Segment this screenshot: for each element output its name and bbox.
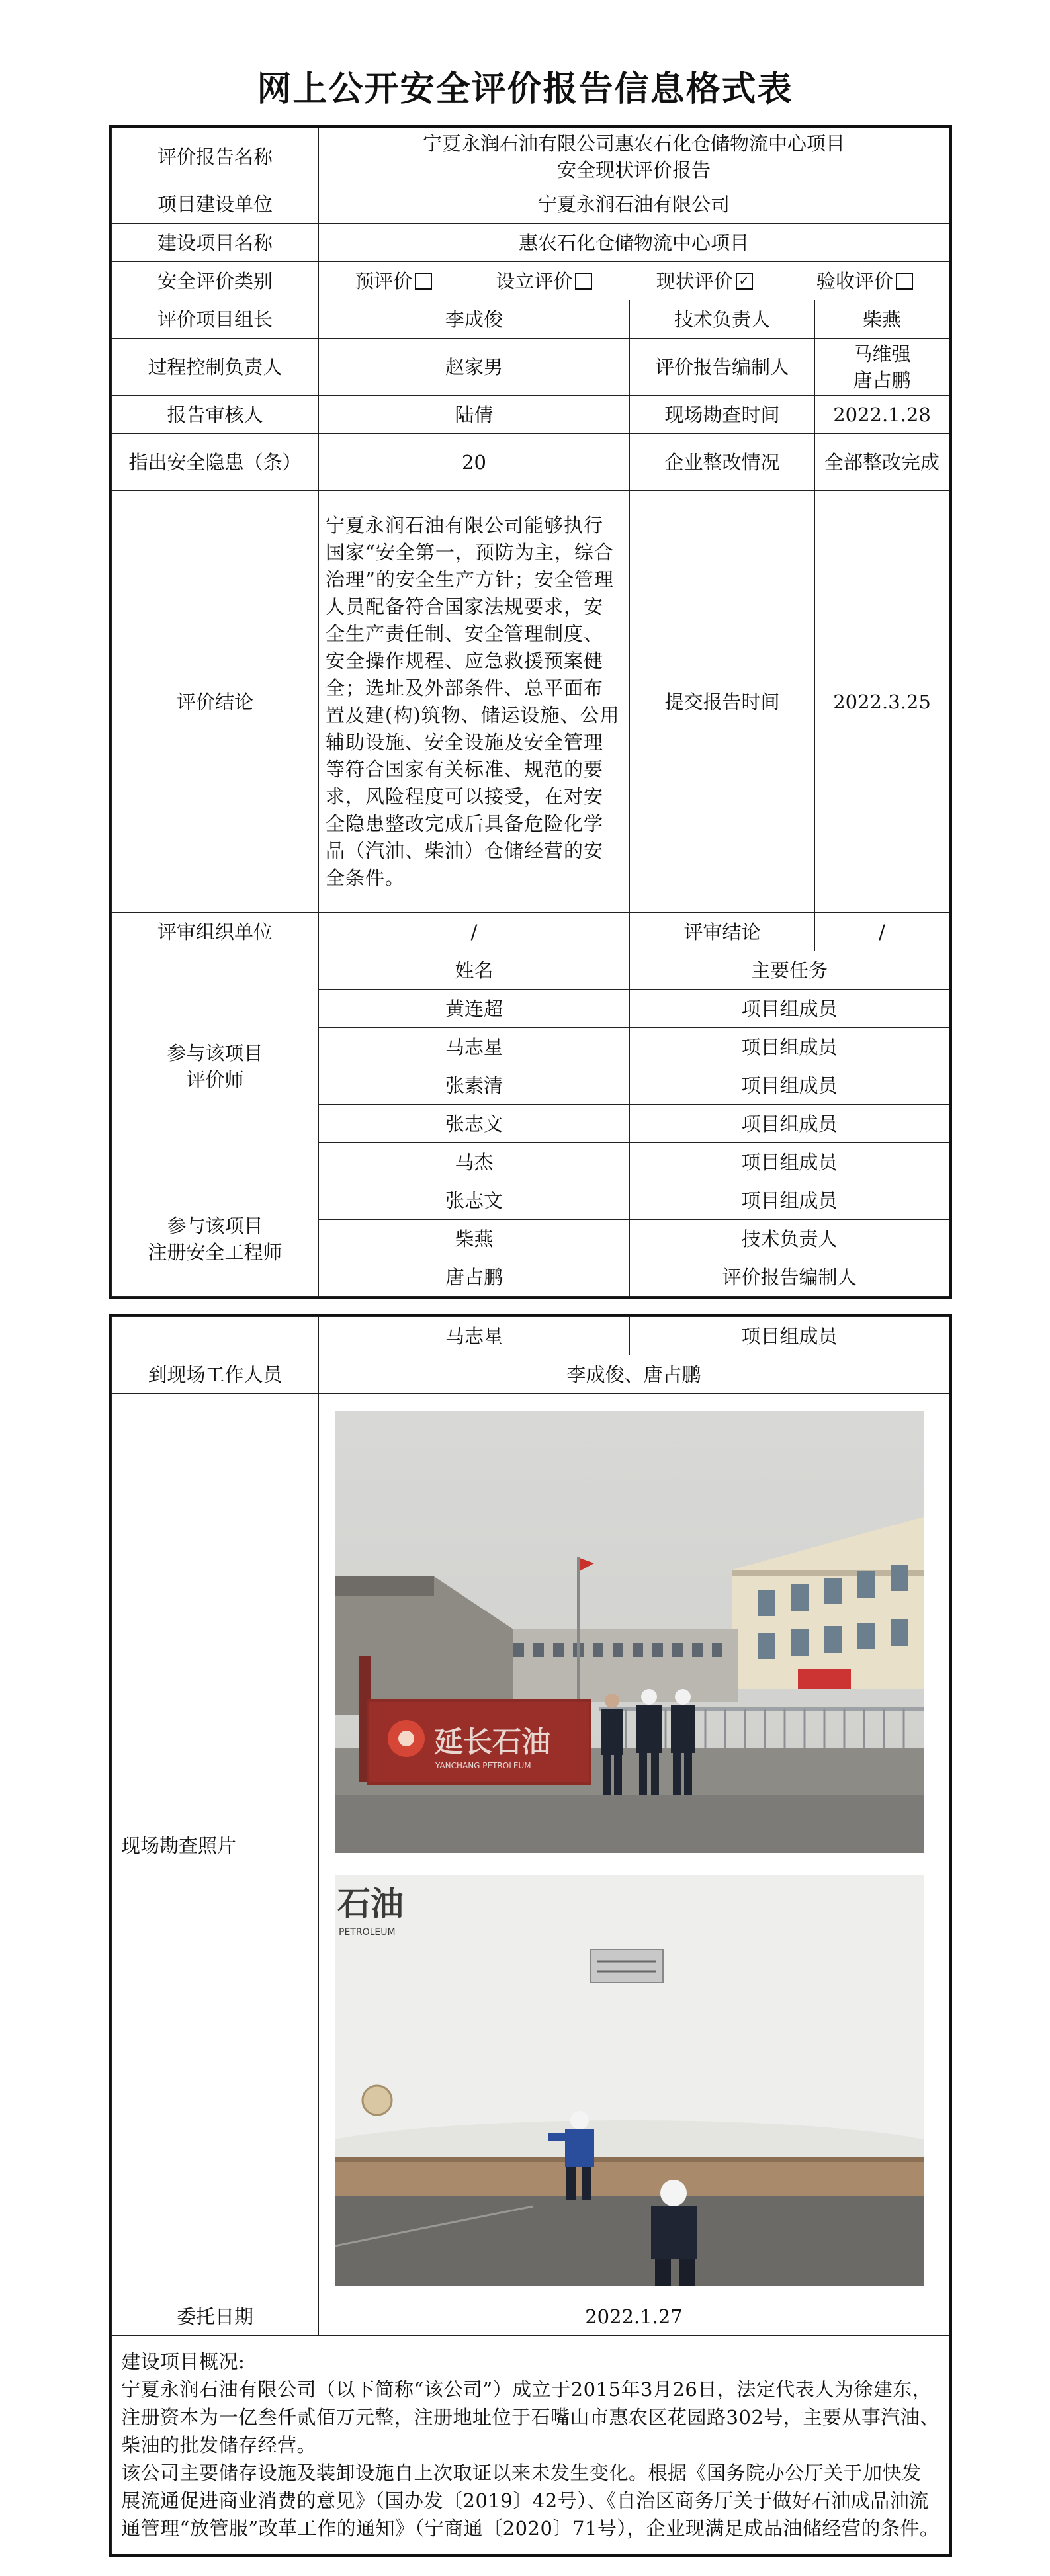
report-name-value	[319, 128, 949, 185]
tech-lead-label: 技术负责人	[630, 300, 815, 339]
row-category	[112, 262, 949, 300]
evaluators-label-line1: 参与该项目	[167, 1041, 263, 1064]
overview-para1: 宁夏永润石油有限公司（以下简称“该公司”）成立于2015年3月26日，法定代表人为徐建东，注册资本为一亿叁仟贰佰万元整，注册地址位于石嘴山市惠农区花园路302号，主要从事汽油、柴油的批发储存经营。	[121, 2378, 940, 2456]
header-task: 主要任务	[630, 951, 949, 990]
reviewer-label: 报告审核人	[112, 396, 319, 434]
row-builder	[112, 185, 949, 224]
evaluators-label	[112, 951, 319, 1181]
process-value: 赵家男	[319, 339, 630, 396]
evaluator-task: 项目组成员	[630, 1105, 949, 1143]
row-photos	[112, 1394, 949, 2297]
continued-blank	[112, 1317, 319, 1355]
overview-para2: 该公司主要储存设施及装卸设施自上次取证以来未发生变化。根据《国务院办公厅关于加快发展流通促进商业消费的意见》（国办发〔2019〕42号）、《自治区商务厅关于做好石油成品油流通管理“放管服”改革工作的通知》（宁商通〔2020〕71号），企业现满足成品油储经营的条件。	[121, 2461, 940, 2540]
checkbox-status[interactable]: ✓	[736, 273, 753, 290]
continued-task: 项目组成员	[630, 1317, 949, 1355]
overview-heading: 建设项目概况:	[121, 2350, 245, 2373]
evaluators-label-line2: 评价师	[186, 1068, 244, 1091]
entrust-value: 2022.1.27	[319, 2297, 949, 2336]
header-name: 姓名	[319, 951, 630, 990]
builder-value: 宁夏永润石油有限公司	[319, 185, 949, 224]
evaluator-name: 张志文	[319, 1105, 630, 1143]
table-row	[112, 1181, 949, 1220]
row-reviewer	[112, 396, 949, 434]
sign-text: 延长石油	[434, 1725, 550, 1759]
author-value	[815, 339, 949, 396]
process-label: 过程控制负责人	[112, 339, 319, 396]
category-option-accept[interactable]: 验收评价	[816, 268, 913, 294]
page-title: 网上公开安全评价报告信息格式表	[257, 69, 793, 109]
report-info-table-continued	[111, 1316, 949, 2554]
evaluator-task: 项目组成员	[630, 1143, 949, 1181]
evaluators-header-row	[112, 951, 949, 990]
evaluator-name: 黄连超	[319, 990, 630, 1028]
category-option-pre[interactable]: 预评价	[355, 268, 432, 294]
table-row	[112, 1317, 949, 1355]
sign-subtext: YANCHANG PETROLEUM	[435, 1761, 531, 1770]
row-project-name	[112, 224, 949, 262]
engineer-task: 项目组成员	[630, 1181, 949, 1220]
rectify-label: 企业整改情况	[630, 434, 815, 491]
engineers-label	[112, 1181, 319, 1297]
row-report-name	[112, 128, 949, 185]
engineer-name: 柴燕	[319, 1220, 630, 1258]
builder-label: 项目建设单位	[112, 185, 319, 224]
reviewer-value: 陆倩	[319, 396, 630, 434]
report-name-label: 评价报告名称	[112, 128, 319, 185]
evaluator-task: 项目组成员	[630, 1066, 949, 1105]
author-line2: 唐占鹏	[853, 368, 911, 392]
engineers-label-line1: 参与该项目	[167, 1214, 263, 1237]
checkbox-accept[interactable]	[896, 273, 913, 290]
review-org-label: 评审组织单位	[112, 913, 319, 951]
evaluator-name: 马杰	[319, 1143, 630, 1181]
rectify-value: 全部整改完成	[815, 434, 949, 491]
review-org-value: /	[319, 913, 630, 951]
tank-logo-text: 石油	[337, 1885, 404, 1923]
project-overview	[112, 2336, 949, 2554]
evaluator-name: 马志星	[319, 1028, 630, 1066]
photos-cell	[319, 1394, 949, 2297]
row-review-org	[112, 913, 949, 951]
engineers-label-line2: 注册安全工程师	[148, 1240, 283, 1264]
survey-time-value: 2022.1.28	[815, 396, 949, 434]
engineer-name: 唐占鹏	[319, 1258, 630, 1297]
entrust-label: 委托日期	[112, 2297, 319, 2336]
project-name-label: 建设项目名称	[112, 224, 319, 262]
conclusion-text: 宁夏永润石油有限公司能够执行国家“安全第一，预防为主，综合治理”的安全生产方针；安全管理人员配备符合国家法规要求，安全生产责任制、安全管理制度、安全操作规程、应急救援预案健全；选址及外部条件、总平面布置及建(构)筑物、储运设施、公用辅助设施、安全设施及安全管理等符合国家有关标准、规范的要求，风险程度可以接受，在对安全隐患整改完成后具备危险化学品（汽油、柴油）仓储经营的安全条件。	[319, 491, 630, 913]
hazards-value: 20	[319, 434, 630, 491]
continued-name: 马志星	[319, 1317, 630, 1355]
evaluator-name: 张素清	[319, 1066, 630, 1105]
submit-time-value: 2022.3.25	[815, 491, 949, 913]
submit-time-label: 提交报告时间	[630, 491, 815, 913]
author-label: 评价报告编制人	[630, 339, 815, 396]
onsite-value: 李成俊、唐占鹏	[319, 1355, 949, 1394]
row-hazards	[112, 434, 949, 491]
report-name-line2: 安全现状评价报告	[557, 158, 711, 181]
evaluator-task: 项目组成员	[630, 1028, 949, 1066]
photos-label: 现场勘查照片	[112, 1394, 319, 2297]
author-line1: 马维强	[853, 342, 911, 365]
row-leader	[112, 300, 949, 339]
row-overview	[112, 2336, 949, 2554]
engineer-task: 评价报告编制人	[630, 1258, 949, 1297]
category-option-status[interactable]: 现状评价 ✓	[656, 268, 753, 294]
evaluator-task: 项目组成员	[630, 990, 949, 1028]
engineer-task: 技术负责人	[630, 1220, 949, 1258]
review-result-value: /	[815, 913, 949, 951]
site-photo-tank	[335, 1875, 924, 2286]
row-onsite	[112, 1355, 949, 1394]
survey-time-label: 现场勘查时间	[630, 396, 815, 434]
row-process	[112, 339, 949, 396]
leader-value: 李成俊	[319, 300, 630, 339]
conclusion-label: 评价结论	[112, 491, 319, 913]
report-name-line1: 宁夏永润石油有限公司惠农石化仓储物流中心项目	[423, 132, 846, 155]
category-option-setup[interactable]: 设立评价	[496, 268, 592, 294]
hazards-label: 指出安全隐患（条）	[112, 434, 319, 491]
review-result-label: 评审结论	[630, 913, 815, 951]
category-label: 安全评价类别	[112, 262, 319, 300]
report-info-table	[111, 128, 949, 1297]
tech-lead-value: 柴燕	[815, 300, 949, 339]
category-options	[319, 262, 949, 300]
row-entrust	[112, 2297, 949, 2336]
project-name-value: 惠农石化仓储物流中心项目	[319, 224, 949, 262]
row-conclusion	[112, 491, 949, 913]
checkbox-setup[interactable]	[575, 273, 592, 290]
checkbox-pre[interactable]	[415, 273, 432, 290]
onsite-label: 到现场工作人员	[112, 1355, 319, 1394]
engineer-name: 张志文	[319, 1181, 630, 1220]
site-photo-gate	[335, 1411, 924, 1853]
leader-label: 评价项目组长	[112, 300, 319, 339]
tank-logo-subtext: PETROLEUM	[339, 1927, 396, 1938]
